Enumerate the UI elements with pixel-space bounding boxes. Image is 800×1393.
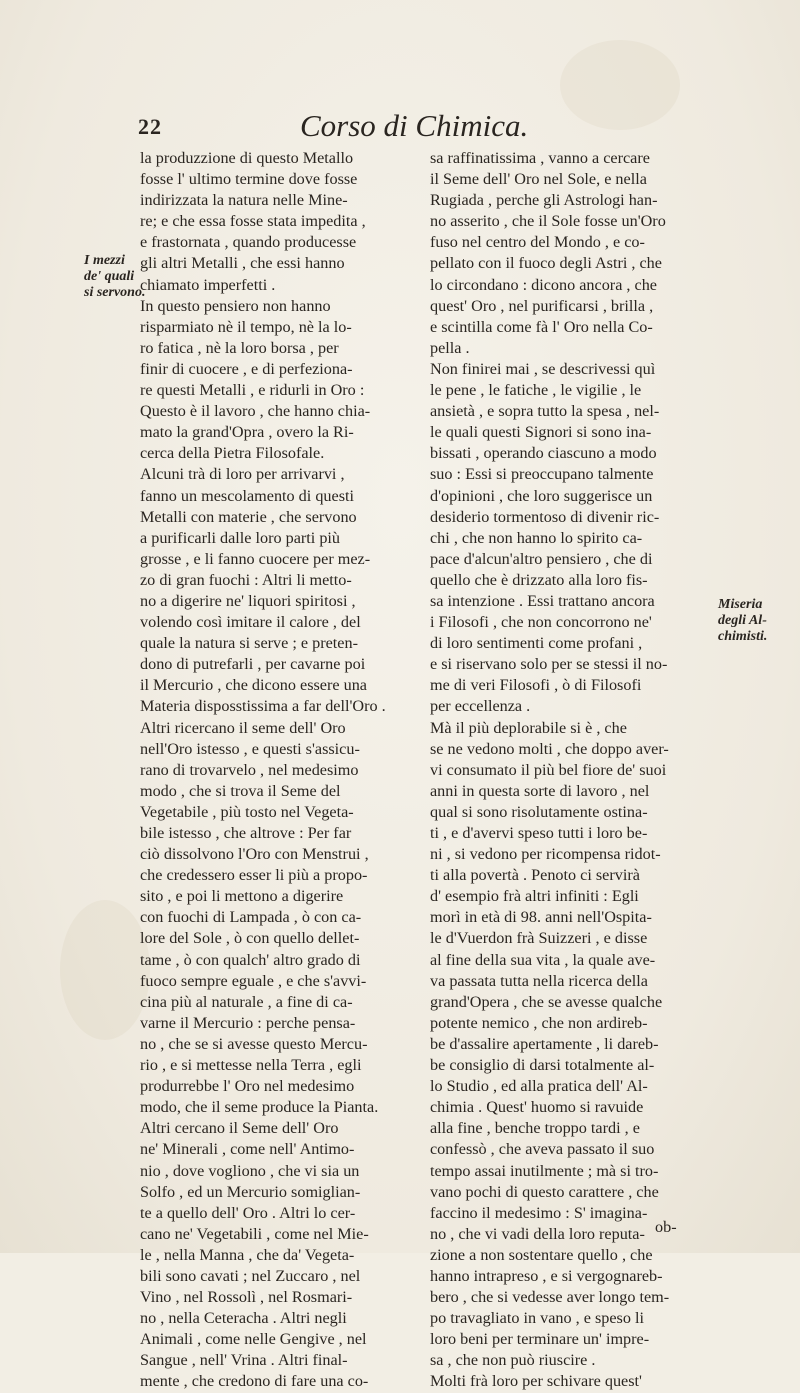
margin-note-line: chimisti. xyxy=(718,629,768,645)
text-line: re questi Metalli , e ridurli in Oro : xyxy=(140,381,365,400)
text-line: il Mercurio , che dicono essere una xyxy=(140,676,367,695)
text-line: la produzzione di questo Metallo xyxy=(140,149,354,167)
text-line: va passata tutta nella ricerca della xyxy=(430,971,648,990)
text-line: al fine della sua vita , la quale ave- xyxy=(430,950,656,969)
text-line: bero , che si vedesse aver longo tem- xyxy=(430,1288,670,1307)
text-line: di loro sentimenti come profani , xyxy=(430,634,643,653)
text-line: ti alla povertà . Penoto ci servirà xyxy=(430,866,640,885)
text-line: finir di cuocere , e di perfeziona- xyxy=(140,359,353,378)
text-line: se ne vedono molti , che doppo aver- xyxy=(430,739,669,758)
text-line: sito , e poi li mettono a digerire xyxy=(140,887,344,906)
margin-note-line: de' quali xyxy=(84,269,135,285)
text-line: sa intenzione . Essi trattano ancora xyxy=(430,591,655,610)
text-line: ciò dissolvono l'Oro con Menstrui , xyxy=(140,845,369,864)
text-line: desiderio tormentoso di divenir ric- xyxy=(430,507,660,526)
text-line: modo , che si trova il Seme del xyxy=(140,781,341,800)
text-line: bile istesso , che altrove : Per far xyxy=(140,824,352,842)
text-line: fuoco sempre eguale , e che s'avvi- xyxy=(140,971,367,990)
text-line: quello che è drizzato alla loro fis- xyxy=(430,570,648,589)
text-line: e si riservano solo per se stessi il no- xyxy=(430,655,668,674)
text-line: chiamato imperfetti . xyxy=(140,275,276,294)
text-line: mente , che credono di fare una co- xyxy=(140,1372,369,1391)
text-line: lore del Sole , ò con quello dellet- xyxy=(140,929,360,948)
text-line: In questo pensiero non hanno xyxy=(140,296,331,315)
text-line: pellato con il fuoco degli Astri , che xyxy=(430,254,662,273)
text-line: e frastornata , quando producesse xyxy=(140,233,357,252)
text-line: ti , e d'avervi speso tutti i loro be- xyxy=(430,824,648,842)
running-title: Corso di Chimica. xyxy=(300,108,529,143)
text-line: Altri cercano il Seme dell' Oro xyxy=(140,1119,339,1138)
text-line: hanno intrapreso , e si vergognareb- xyxy=(430,1266,663,1285)
text-line: Solfo , ed un Mercurio somiglian- xyxy=(140,1182,361,1201)
text-line: Rugiada , perche gli Astrologi han- xyxy=(430,191,658,210)
text-line: bili sono cavati ; nel Zuccaro , nel xyxy=(140,1266,361,1285)
margin-note-right xyxy=(718,597,767,646)
right-text-column xyxy=(430,148,705,1393)
text-line: Metalli con materie , che servono xyxy=(140,507,357,526)
text-line: po travagliato in vano , e speso li xyxy=(430,1309,644,1328)
text-line: zo di gran fuochi : Altri li metto- xyxy=(140,570,352,589)
text-line: fanno un mescolamento di questi xyxy=(140,486,354,505)
text-line: Animali , come nelle Gengive , nel xyxy=(140,1330,367,1349)
page-header xyxy=(0,108,800,148)
text-line: nell'Oro istesso , e questi s'assicu- xyxy=(140,739,360,758)
margin-note-line: si servono. xyxy=(84,285,146,301)
margin-note-left xyxy=(84,253,145,302)
text-line: volendo così imitare il calore , del xyxy=(140,613,361,632)
text-line: Mà il più deplorabile si è , che xyxy=(430,718,627,737)
text-line: me di veri Filosofi , ò di Filosofi xyxy=(430,676,642,695)
text-line: che credessero esser li più a propo- xyxy=(140,866,368,885)
text-line: Alcuni trà di loro per arrivarvi , xyxy=(140,465,345,484)
catchword: ob- xyxy=(655,1218,677,1236)
text-line: confessò , che aveva passato il suo xyxy=(430,1140,655,1159)
text-line: quale la natura si serve ; e preten- xyxy=(140,634,358,653)
text-line: alla fine , benche troppo tardi , e xyxy=(430,1119,640,1138)
text-line: pace d'alcun'altro pensiero , che di xyxy=(430,549,653,568)
text-line: i Filosofi , che non concorrono ne' xyxy=(430,613,652,632)
text-line: indirizzata la natura nelle Mine- xyxy=(140,191,348,210)
text-line: sa , che non può riuscire . xyxy=(430,1351,596,1370)
text-line: zione a non sostentare quello , che xyxy=(430,1245,653,1264)
text-line: le , nella Manna , che da' Vegeta- xyxy=(140,1245,355,1264)
text-line: te a quello dell' Oro . Altri lo cer- xyxy=(140,1203,356,1222)
text-line: chimia . Quest' huomo si ravuide xyxy=(430,1098,644,1117)
text-line: Questo è il lavoro , che hanno chia- xyxy=(140,402,371,421)
text-line: grosse , e li fanno cuocere per mez- xyxy=(140,549,371,568)
text-line: Molti frà loro per schivare quest' xyxy=(430,1372,642,1391)
text-line: e scintilla come fà l' Oro nella Co- xyxy=(430,317,653,336)
text-line: fosse l' ultimo termine dove fosse xyxy=(140,170,358,189)
text-line: ni , si vedono per ricompensa ridot- xyxy=(430,845,661,864)
paper-stain xyxy=(60,900,150,1040)
text-line: Sangue , nell' Vrina . Altri final- xyxy=(140,1351,348,1370)
text-line: cerca della Pietra Filosofale. xyxy=(140,444,325,463)
text-line: chi , che non hanno lo spirito ca- xyxy=(430,528,643,547)
text-line: Altri ricercano il seme dell' Oro xyxy=(140,718,346,737)
text-line: cina più al naturale , a fine di ca- xyxy=(140,992,353,1011)
text-line: tame , ò con qualch' altro grado di xyxy=(140,950,361,969)
text-line: sa raffinatissima , vanno a cercare xyxy=(430,149,650,167)
text-line: no asserito , che il Sole fosse un'Oro xyxy=(430,212,666,231)
text-line: risparmiato nè il tempo, nè la lo- xyxy=(140,317,352,336)
text-line: bissati , operando ciascuno a modo xyxy=(430,444,657,463)
text-line: rio , e si mettesse nella Terra , egli xyxy=(140,1056,362,1075)
text-line: le pene , le fatiche , le vigilie , le xyxy=(430,381,642,400)
text-line: ro fatica , nè la loro borsa , per xyxy=(140,338,339,357)
text-line: be d'assalire apertamente , li dareb- xyxy=(430,1034,659,1053)
text-line: cano ne' Vegetabili , come nel Mie- xyxy=(140,1224,369,1243)
text-line: le quali questi Signori si sono ina- xyxy=(430,423,652,442)
text-line: rano di trovarvelo , nel medesimo xyxy=(140,760,359,779)
text-line: ansietà , e sopra tutto la spesa , nel- xyxy=(430,402,660,421)
text-line: no , che vi vadi della loro reputa- xyxy=(430,1224,645,1243)
margin-note-line: I mezzi xyxy=(84,253,125,268)
text-line: per eccellenza . xyxy=(430,697,531,716)
text-line: no a digerire ne' liquori spiritosi , xyxy=(140,591,356,610)
text-line: Materia disposstissima a far dell'Oro . xyxy=(140,697,386,716)
text-line: quest' Oro , nel purificarsi , brilla , xyxy=(430,296,654,315)
text-line: con fuochi di Lampada , ò con ca- xyxy=(140,908,362,927)
text-line: nio , dove vogliono , che vi sia un xyxy=(140,1161,360,1180)
text-line: d' esempio frà altri infiniti : Egli xyxy=(430,887,639,906)
text-line: morì in età di 98. anni nell'Ospita- xyxy=(430,908,652,927)
text-line: vi consumato il più bel fiore de' suoi xyxy=(430,760,667,779)
text-line: Vegetabile , più tosto nel Vegeta- xyxy=(140,802,354,821)
left-text-column xyxy=(140,148,420,1393)
text-line: tempo assai inutilmente ; mà si tro- xyxy=(430,1161,659,1180)
text-line: gli altri Metalli , che essi hanno xyxy=(140,254,345,273)
text-line: re; e che essa fosse stata impedita , xyxy=(140,212,366,231)
text-line: varne il Mercurio : perche pensa- xyxy=(140,1013,356,1032)
text-line: il Seme dell' Oro nel Sole, e nella xyxy=(430,170,647,189)
text-line: potente nemico , che non ardireb- xyxy=(430,1013,648,1032)
text-line: Non finirei mai , se descrivessi quì xyxy=(430,359,656,378)
text-line: lo Studio , ed alla pratica dell' Al- xyxy=(430,1077,648,1096)
text-line: grand'Opera , che se avesse qualche xyxy=(430,992,663,1011)
text-line: anni in questa sorte di lavoro , nel xyxy=(430,781,650,800)
page-number: 22 xyxy=(138,114,162,139)
text-line: no , che se si avesse questo Mercu- xyxy=(140,1034,368,1053)
text-line: ne' Minerali , come nell' Antimo- xyxy=(140,1140,355,1159)
text-line: qual si sono risolutamente ostina- xyxy=(430,802,648,821)
text-line: vano pochi di questo carattere , che xyxy=(430,1182,659,1201)
text-line: lo circondano : dicono ancora , che xyxy=(430,275,657,294)
text-line: a purificarli dalle loro parti più xyxy=(140,528,341,547)
text-line: fuso nel centro del Mondo , e co- xyxy=(430,233,645,252)
margin-note-line: Miseria xyxy=(718,597,763,612)
text-line: faccino il medesimo : S' imagina- xyxy=(430,1203,648,1222)
text-line: loro beni per terminare un' impre- xyxy=(430,1330,650,1349)
text-line: dono di putrefarli , per cavarne poi xyxy=(140,655,366,674)
margin-note-line: degli Al- xyxy=(718,613,767,629)
text-line: mato la grand'Opra , overo la Ri- xyxy=(140,423,354,442)
text-line: le d'Vuerdon frà Suizzeri , e disse xyxy=(430,929,648,948)
text-line: Vino , nel Rossolì , nel Rosmari- xyxy=(140,1288,353,1307)
text-line: be consiglio di darsi totalmente al- xyxy=(430,1056,655,1075)
text-line: modo, che il seme produce la Pianta. xyxy=(140,1098,379,1117)
text-line: pella . xyxy=(430,338,470,357)
text-line: d'opinioni , che loro suggerisce un xyxy=(430,486,653,505)
text-line: produrrebbe l' Oro nel medesimo xyxy=(140,1077,355,1096)
text-line: suo : Essi si preoccupano talmente xyxy=(430,465,654,484)
text-line: no , nella Ceteracha . Altri negli xyxy=(140,1309,347,1328)
